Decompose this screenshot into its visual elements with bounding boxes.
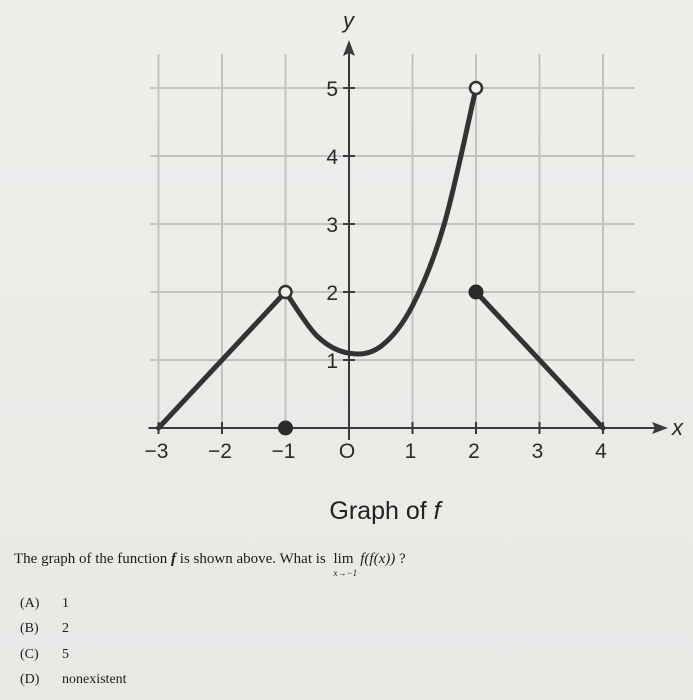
open-point-neg1-2 (280, 286, 292, 298)
y-axis-name: y (343, 8, 354, 33)
grid-lines (151, 54, 635, 428)
answer-choice-c[interactable] (20, 642, 127, 668)
graph-title (300, 497, 470, 526)
limit-operator (333, 551, 358, 578)
x-tick-label: 1 (404, 440, 417, 463)
question-suffix: ? (399, 551, 406, 567)
choice-text: 5 (62, 646, 69, 662)
choice-letter: (A) (20, 595, 40, 611)
graph-title-text: Graph of (329, 497, 427, 525)
y-tick-label: 2 (326, 282, 338, 305)
closed-point-2-2 (469, 285, 483, 299)
closed-point-neg1-0 (279, 421, 293, 435)
x-tick-label: −3 (144, 440, 169, 463)
choice-text: 2 (62, 621, 69, 637)
x-tick-label: 2 (468, 440, 480, 463)
y-tick-label: 3 (326, 214, 338, 237)
x-tick-label: 3 (531, 440, 544, 463)
answer-choice-a[interactable] (20, 591, 127, 617)
choice-text: 1 (62, 595, 69, 611)
limit-word: lim (333, 551, 354, 567)
choice-letter: (D) (20, 672, 40, 688)
segment-middle-curve (286, 88, 477, 354)
question-prefix: The graph of the function (14, 551, 168, 567)
answer-choice-d[interactable] (20, 668, 127, 694)
question-middle: is shown above. What is (179, 551, 326, 567)
x-axis-name: x (672, 415, 683, 440)
question-text (14, 551, 406, 578)
answer-choice-b[interactable] (20, 617, 127, 643)
open-point-2-5 (470, 82, 482, 94)
limit-subscript: x→−1 (333, 568, 358, 578)
y-tick-label: 4 (326, 146, 338, 169)
x-tick-label: −2 (208, 440, 232, 463)
answer-choices (20, 591, 127, 693)
x-tick-label: 4 (595, 440, 607, 463)
y-tick-label: 1 (326, 350, 338, 373)
x-tick-label: O (338, 440, 356, 463)
choice-letter: (C) (20, 646, 39, 662)
graph-title-function: f (433, 497, 441, 525)
question-function-name: f (171, 551, 177, 567)
y-tick-label: 5 (326, 78, 338, 101)
axes (149, 40, 669, 440)
choice-text: nonexistent (62, 672, 127, 688)
x-tick-label: −1 (271, 440, 296, 463)
choice-letter: (B) (20, 621, 39, 637)
graph-points (279, 82, 484, 435)
limit-expression: f(f(x)) (360, 551, 396, 567)
function-curve (159, 88, 604, 428)
